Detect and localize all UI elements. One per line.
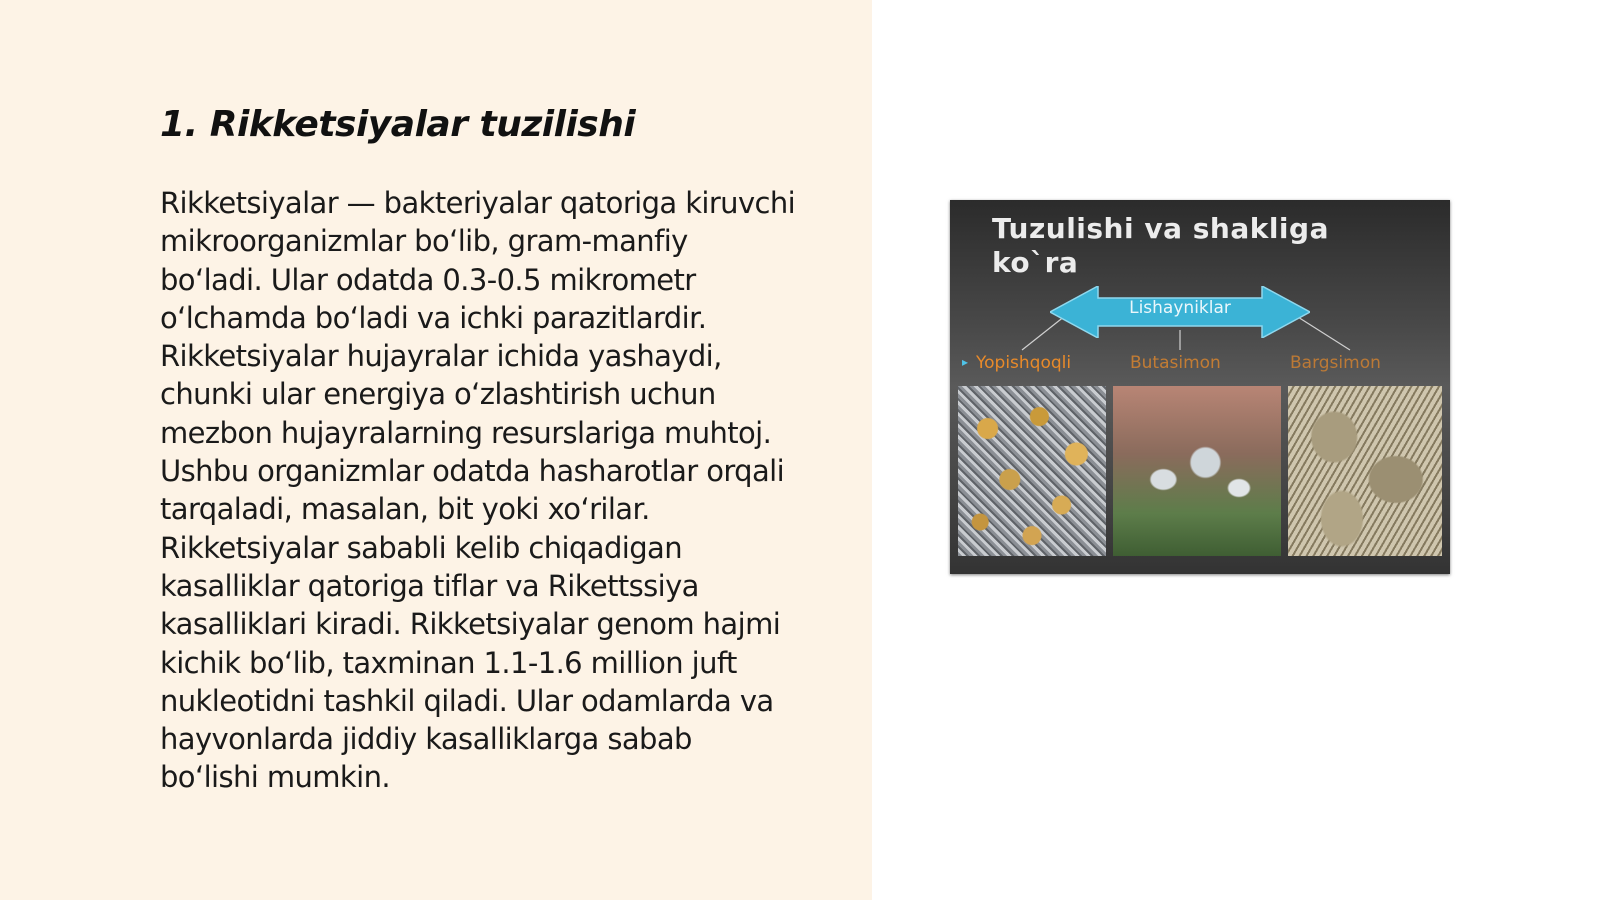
paragraph-line: Rikketsiyalar — bakteriyalar qatoriga kiruvchi [160, 186, 796, 220]
category-label: Butasimon [1130, 353, 1221, 373]
foliose-lichen-photo [1288, 386, 1442, 556]
category-label: Yopishqoqli [976, 353, 1072, 373]
crustose-lichen-photo [958, 386, 1106, 556]
paragraph-line: mezbon hujayralarning resurslariga muhtoj. [160, 415, 772, 450]
fruticose-lichen-photo [1113, 386, 1281, 556]
figure-title-line: ko`ra [992, 246, 1079, 279]
paragraph-line: bo‘lishi mumkin. [160, 760, 390, 795]
paragraph-line: bo‘ladi. Ular odatda 0.3-0.5 mikrometr [160, 262, 696, 297]
lichen-figure [950, 200, 1450, 574]
category-label: Bargsimon [1290, 353, 1381, 373]
paragraph-line: hayvonlarda jiddiy kasalliklarga sabab [160, 722, 692, 757]
paragraph-line: kasalliklari kiradi. Rikketsiyalar genom hajmi [160, 607, 781, 642]
bullet-icon: ▸ [962, 355, 969, 369]
paragraph-line: mikroorganizmlar bo‘lib, gram-manfiy [160, 224, 688, 259]
paragraph-line: kichik bo‘lib, taxminan 1.1-1.6 million juft [160, 645, 737, 680]
slide-paragraph [160, 184, 850, 797]
paragraph-line: Ushbu organizmlar odatda hasharotlar orqali [160, 454, 785, 489]
paragraph-line: tarqaladi, masalan, bit yoki xo‘rilar. [160, 492, 650, 527]
arrow-label: Lishayniklar [1129, 298, 1231, 318]
figure-title-line: Tuzulishi va shakliga [992, 212, 1329, 245]
paragraph-line: o‘lchamda bo‘ladi va ichki parazitlardir. [160, 300, 707, 335]
paragraph-line: chunki ular energiya o‘zlashtirish uchun [160, 377, 716, 412]
paragraph-line: kasalliklar qatoriga tiflar va Rikettssiya [160, 568, 699, 603]
paragraph-line: Rikketsiyalar sababli kelib chiqadigan [160, 530, 682, 565]
slide-heading: 1. Rikketsiyalar tuzilishi [160, 104, 636, 145]
paragraph-line: Rikketsiyalar hujayralar ichida yashaydi, [160, 339, 722, 374]
paragraph-line: nukleotidni tashkil qiladi. Ular odamlarda va [160, 683, 774, 718]
